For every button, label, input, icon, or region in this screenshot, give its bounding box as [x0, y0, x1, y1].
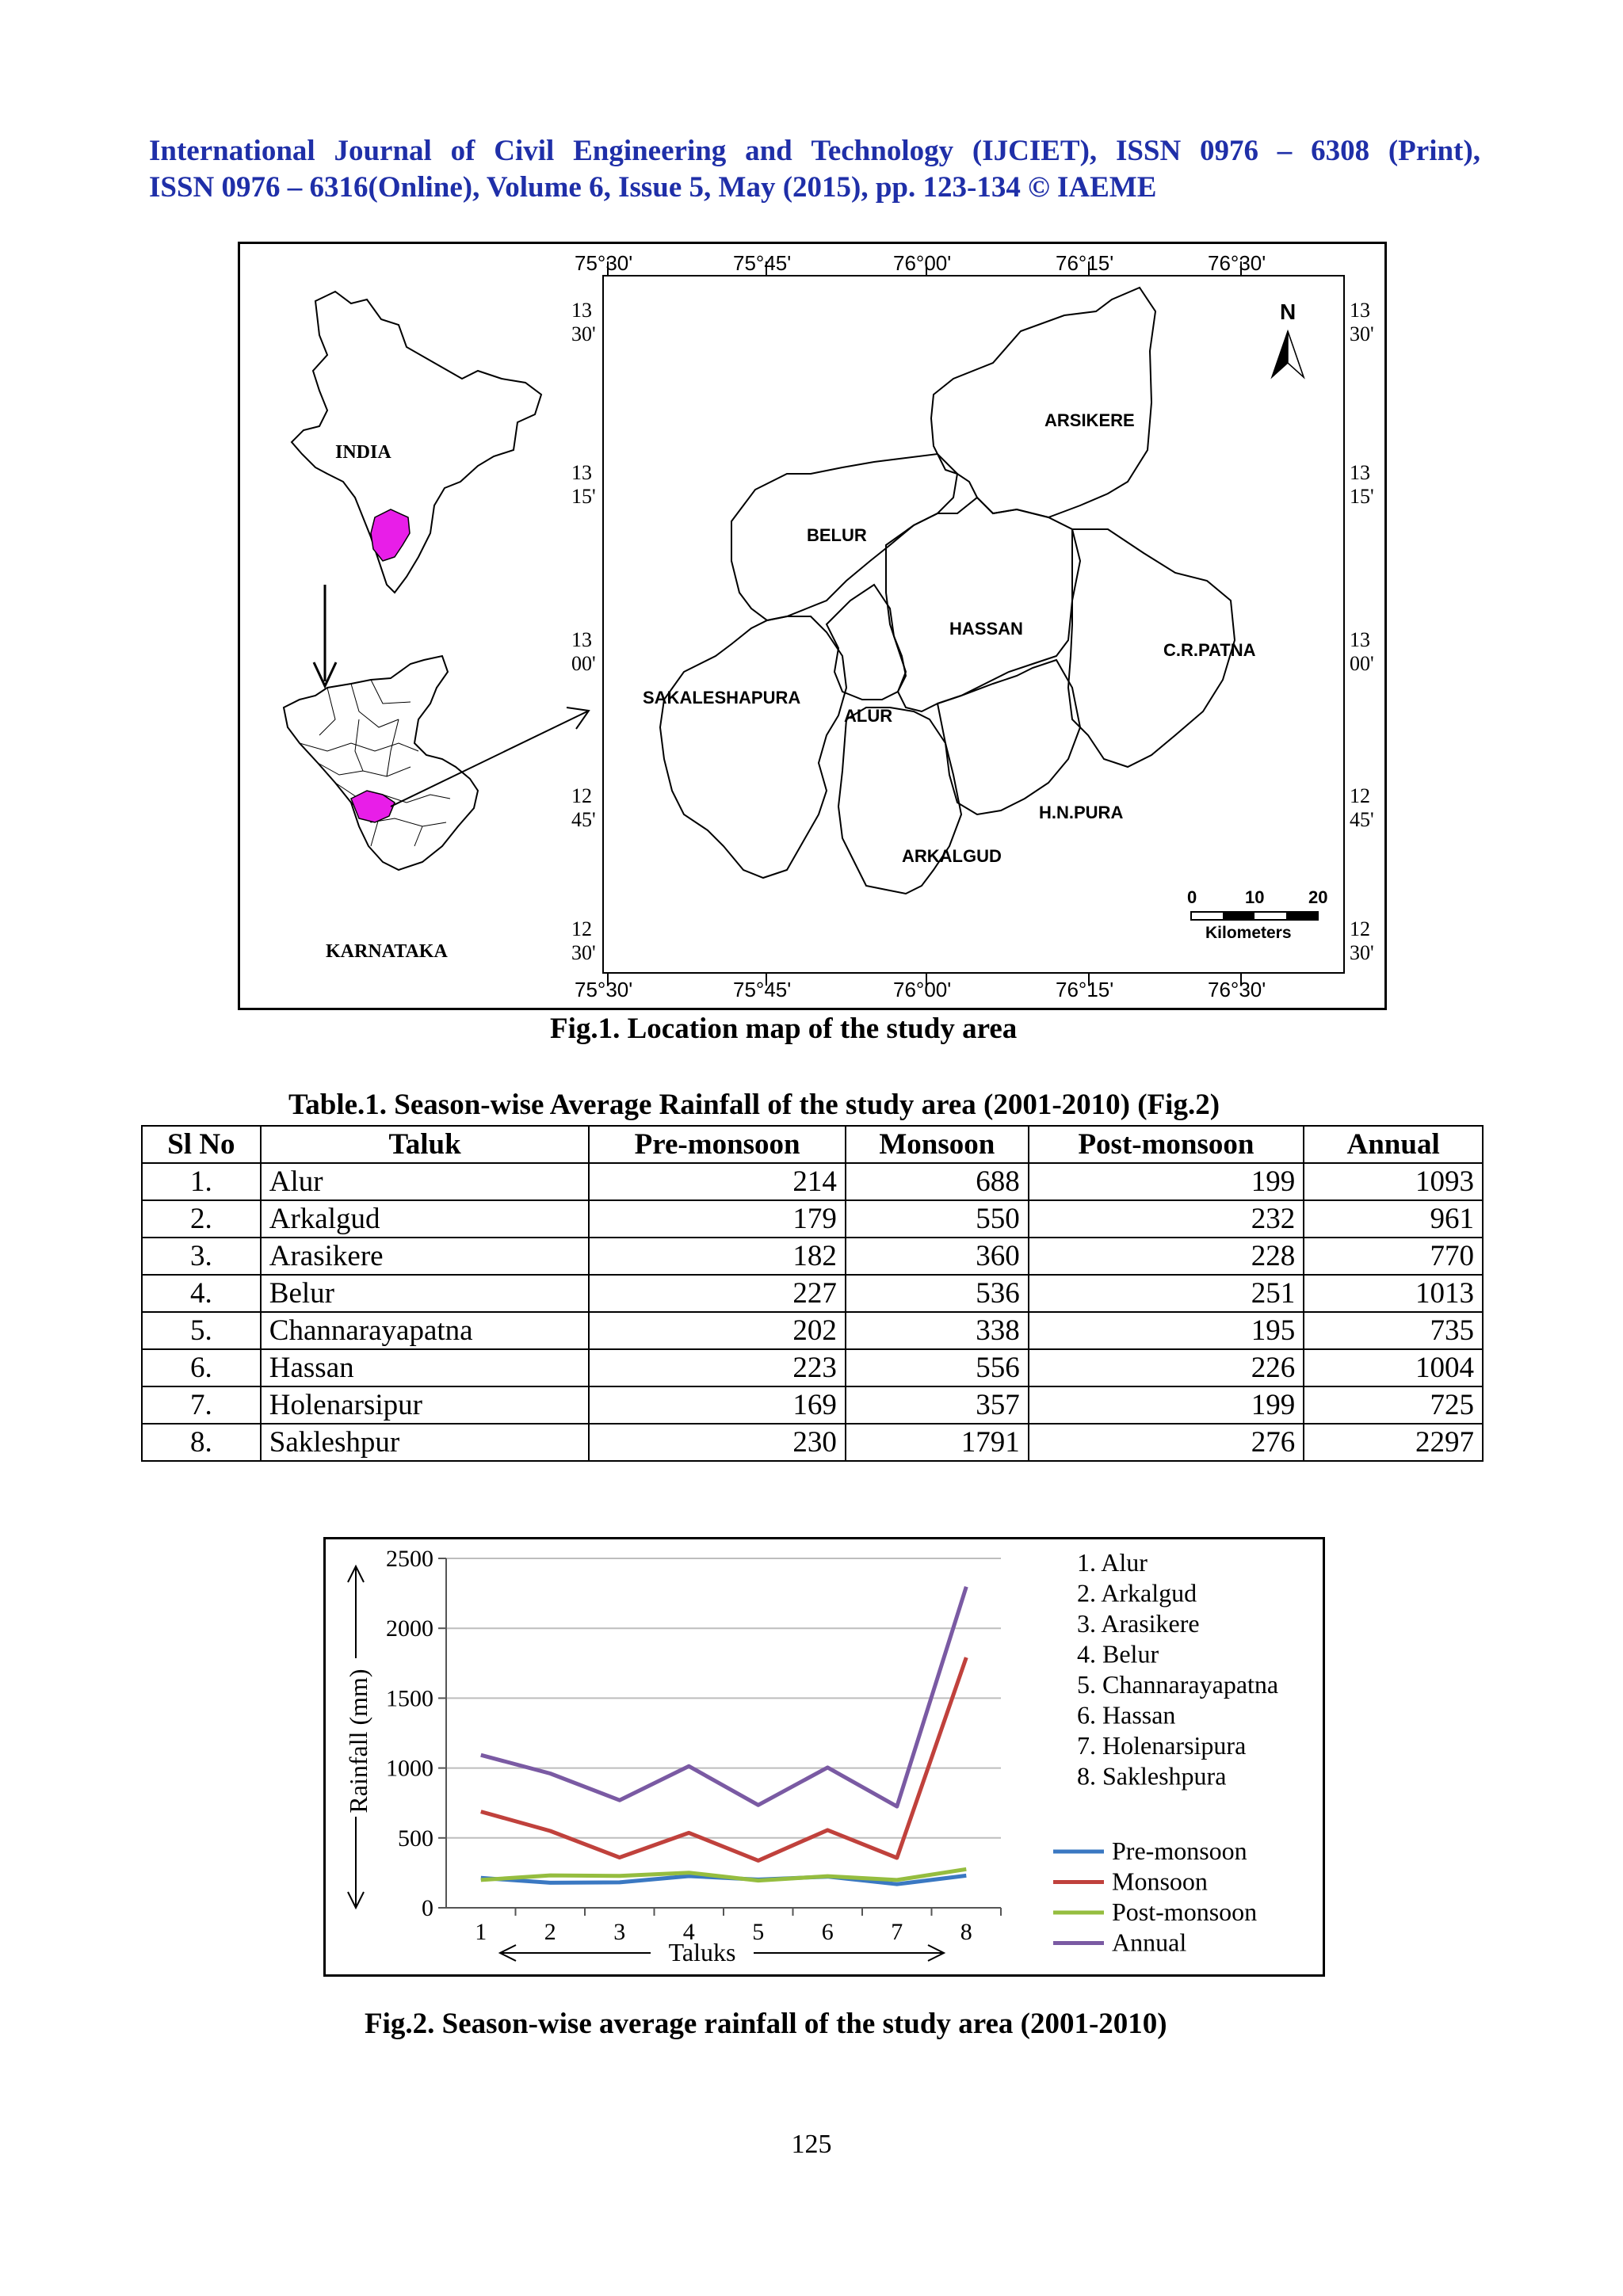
hassan-district-highlight [351, 791, 395, 822]
y-tick-label: 0 [422, 1895, 433, 1921]
x-axis-label: Taluks [668, 1938, 736, 1966]
scale-tick-10: 10 [1245, 887, 1265, 907]
taluk-label-hnpura: H.N.PURA [1039, 803, 1124, 822]
column-header: Post-monsoon [1029, 1126, 1304, 1163]
rainfall-chart-svg [326, 1539, 1323, 1974]
table-cell: Alur [261, 1163, 590, 1200]
scale-tick-0: 0 [1187, 887, 1197, 907]
table-row [142, 1163, 1483, 1200]
header-word: (IJCIET), [972, 135, 1098, 167]
legend-label: Pre-monsoon [1112, 1836, 1247, 1865]
table-row [142, 1386, 1483, 1424]
arrow-to-study-area-icon [567, 707, 589, 729]
header-word: 0976 [1200, 135, 1258, 167]
table-header-row [142, 1126, 1483, 1163]
taluk-label-crpatna: C.R.PATNA [1163, 640, 1256, 660]
latitude-left-3-deg: 13 [571, 628, 592, 651]
table-cell: 214 [589, 1163, 846, 1200]
taluk-key-item: 7. Holenarsipura [1077, 1731, 1247, 1760]
header-word: 6308 [1311, 135, 1370, 167]
series-line-annual [481, 1587, 967, 1806]
table-cell: 725 [1304, 1386, 1483, 1424]
table-cell: 1013 [1304, 1275, 1483, 1312]
table-row [142, 1349, 1483, 1386]
table-cell: 1. [142, 1163, 261, 1200]
longitude-top-5: 76°30' [1208, 251, 1266, 275]
table-cell: 227 [589, 1275, 846, 1312]
karnataka-highlight-in-india [371, 509, 410, 561]
table-cell: 1004 [1304, 1349, 1483, 1386]
table-cell: 228 [1029, 1238, 1304, 1275]
table-cell: 179 [589, 1200, 846, 1238]
longitude-bottom-3: 76°00' [893, 978, 952, 1001]
y-tick-label: 2500 [386, 1546, 433, 1572]
column-header: Sl No [142, 1126, 261, 1163]
taluk-key-item: 2. Arkalgud [1077, 1578, 1197, 1608]
table-cell: 202 [589, 1312, 846, 1349]
longitude-top-3: 76°00' [893, 251, 952, 275]
rainfall-table [141, 1125, 1484, 1462]
header-word: of [450, 135, 475, 167]
table-cell: Sakleshpur [261, 1424, 590, 1461]
location-map [238, 242, 1387, 1010]
y-tick-label: 500 [398, 1825, 433, 1852]
table-cell: Channarayapatna [261, 1312, 590, 1349]
rainfall-chart [323, 1537, 1325, 1977]
longitude-bottom-4: 76°15' [1056, 978, 1114, 1001]
latitude-right-1-deg: 13 [1350, 299, 1370, 322]
header-word: (Print), [1388, 135, 1480, 167]
legend-label: Post-monsoon [1112, 1897, 1258, 1926]
taluk-key-item: 8. Sakleshpura [1077, 1761, 1227, 1791]
india-label: INDIA [335, 442, 391, 463]
scale-bar [1187, 887, 1327, 942]
y-axis-label: Rainfall (mm) [344, 1669, 372, 1814]
latitude-right-5-min: 30' [1350, 941, 1374, 964]
taluk-label-arkalgud: ARKALGUD [902, 846, 1002, 866]
table-cell: 6. [142, 1349, 261, 1386]
longitude-bottom-2: 75°45' [733, 978, 792, 1001]
latitude-right-4-deg: 12 [1350, 784, 1370, 807]
latitude-left-5-min: 30' [571, 941, 596, 964]
table-cell: 735 [1304, 1312, 1483, 1349]
column-header: Monsoon [846, 1126, 1029, 1163]
longitude-top-1: 75°30' [575, 251, 633, 275]
north-label: N [1280, 299, 1296, 324]
table-cell: 169 [589, 1386, 846, 1424]
table-row [142, 1238, 1483, 1275]
latitude-left-1-min: 30' [571, 322, 596, 345]
scale-tick-20: 20 [1308, 887, 1328, 907]
karnataka-outline [284, 656, 478, 870]
header-word: Civil [494, 135, 555, 167]
table-cell: Arkalgud [261, 1200, 590, 1238]
table-cell: Hassan [261, 1349, 590, 1386]
latitude-right-2-deg: 13 [1350, 461, 1370, 484]
table-cell: 226 [1029, 1349, 1304, 1386]
table-cell: 1093 [1304, 1163, 1483, 1200]
scale-unit: Kilometers [1205, 924, 1292, 942]
table-cell: 357 [846, 1386, 1029, 1424]
figure-2-caption: Fig.2. Season-wise average rainfall of the study area (2001-2010) [365, 2008, 1167, 2040]
table-cell: Belur [261, 1275, 590, 1312]
table-cell: 8. [142, 1424, 261, 1461]
arrow-to-study-area-line [391, 711, 587, 807]
longitude-top-4: 76°15' [1056, 251, 1114, 275]
longitude-bottom-5: 76°30' [1208, 978, 1266, 1001]
table-cell: 199 [1029, 1163, 1304, 1200]
x-tick-label: 8 [960, 1919, 972, 1945]
column-header: Taluk [261, 1126, 590, 1163]
x-tick-label: 1 [475, 1919, 487, 1945]
table-cell: 199 [1029, 1386, 1304, 1424]
x-tick-label: 4 [682, 1919, 695, 1945]
location-map-svg [240, 244, 1384, 1008]
latitude-left-1-deg: 13 [571, 299, 592, 322]
y-tick-label: 1000 [386, 1755, 433, 1782]
table-row [142, 1312, 1483, 1349]
longitude-ticks [608, 261, 1241, 986]
header-word: – [1277, 135, 1293, 167]
table-title: Table.1. Season-wise Average Rainfall of the study area (2001-2010) (Fig.2) [288, 1089, 1220, 1121]
table-cell: 360 [846, 1238, 1029, 1275]
taluk-key-item: 5. Channarayapatna [1077, 1670, 1279, 1699]
taluk-label-belur: BELUR [807, 525, 867, 545]
page-number: 125 [791, 2130, 832, 2159]
header-word: Technology [811, 135, 954, 167]
table-cell: 338 [846, 1312, 1029, 1349]
table-cell: 230 [589, 1424, 846, 1461]
table-cell: 2297 [1304, 1424, 1483, 1461]
taluk-label-sakaleshapura: SAKALESHAPURA [643, 688, 801, 707]
figure-1-caption: Fig.1. Location map of the study area [550, 1013, 1018, 1045]
y-tick-label: 1500 [386, 1685, 433, 1712]
column-header: Pre-monsoon [589, 1126, 846, 1163]
header-word: Engineering [573, 135, 727, 167]
latitude-left-2-deg: 13 [571, 461, 592, 484]
x-tick-label: 6 [821, 1919, 834, 1945]
journal-header [149, 133, 1480, 206]
table-cell: 7. [142, 1386, 261, 1424]
y-tick-label: 2000 [386, 1615, 433, 1642]
table-cell: 182 [589, 1238, 846, 1275]
north-arrow-icon-half [1288, 331, 1304, 377]
table-cell: 556 [846, 1349, 1029, 1386]
latitude-right-2-min: 15' [1350, 485, 1374, 508]
taluk-key-item: 6. Hassan [1077, 1700, 1176, 1730]
journal-header-line-2: ISSN 0976 – 6316(Online), Volume 6, Issue 5, May (2015), pp. 123-134 © IAEME [149, 171, 1157, 204]
latitude-right-5-deg: 12 [1350, 917, 1370, 940]
table-row [142, 1200, 1483, 1238]
header-word: International [149, 135, 315, 167]
table-cell: 251 [1029, 1275, 1304, 1312]
table-cell: 1791 [846, 1424, 1029, 1461]
table-cell: 961 [1304, 1200, 1483, 1238]
column-header: Annual [1304, 1126, 1483, 1163]
series-line-monsoon [481, 1657, 967, 1860]
header-word: and [745, 135, 792, 167]
longitude-bottom-1: 75°30' [575, 978, 633, 1001]
taluk-boundaries [660, 288, 1235, 894]
latitude-left-5-deg: 12 [571, 917, 592, 940]
table-cell: 770 [1304, 1238, 1483, 1275]
latitude-left-2-min: 15' [571, 485, 596, 508]
table-cell: 232 [1029, 1200, 1304, 1238]
latitude-right-3-min: 00' [1350, 652, 1374, 675]
header-word: ISSN [1115, 135, 1182, 167]
x-tick-label: 3 [613, 1919, 626, 1945]
table-cell: 3. [142, 1238, 261, 1275]
taluk-key-item: 3. Arasikere [1077, 1609, 1200, 1638]
table-cell: Arasikere [261, 1238, 590, 1275]
legend-label: Annual [1112, 1928, 1187, 1957]
journal-header-line-1 [149, 133, 1480, 170]
x-tick-label: 2 [544, 1919, 556, 1945]
table-cell: 223 [589, 1349, 846, 1386]
taluk-label-alur: ALUR [844, 706, 893, 726]
india-outline [292, 292, 541, 593]
table-cell: 195 [1029, 1312, 1304, 1349]
table-row [142, 1275, 1483, 1312]
table-cell: 4. [142, 1275, 261, 1312]
table-cell: 276 [1029, 1424, 1304, 1461]
table-cell: 550 [846, 1200, 1029, 1238]
table-cell: 688 [846, 1163, 1029, 1200]
latitude-left-3-min: 00' [571, 652, 596, 675]
header-word: Journal [334, 135, 432, 167]
table-row [142, 1424, 1483, 1461]
table-cell: 5. [142, 1312, 261, 1349]
table-cell: 536 [846, 1275, 1029, 1312]
taluk-label-hassan: HASSAN [949, 619, 1023, 639]
taluk-label-arsikere: ARSIKERE [1044, 410, 1135, 430]
taluk-key-item: 1. Alur [1077, 1548, 1148, 1577]
x-tick-label: 5 [752, 1919, 765, 1945]
latitude-left-4-deg: 12 [571, 784, 592, 807]
table-cell: Holenarsipur [261, 1386, 590, 1424]
latitude-left-4-min: 45' [571, 808, 596, 831]
x-tick-label: 7 [891, 1919, 903, 1945]
latitude-right-3-deg: 13 [1350, 628, 1370, 651]
latitude-right-1-min: 30' [1350, 322, 1374, 345]
table-cell: 2. [142, 1200, 261, 1238]
longitude-top-2: 75°45' [733, 251, 792, 275]
legend-label: Monsoon [1112, 1867, 1208, 1896]
taluk-key-item: 4. Belur [1077, 1639, 1159, 1669]
karnataka-label: KARNATAKA [326, 941, 448, 962]
latitude-right-4-min: 45' [1350, 808, 1374, 831]
